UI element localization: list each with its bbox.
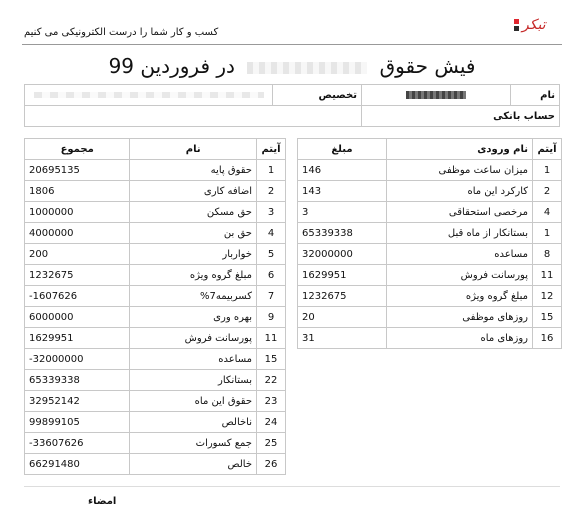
- table-cell-amount: 32000000: [298, 244, 387, 265]
- table-cell-idx: 11: [257, 328, 286, 349]
- redacted-value: [34, 92, 264, 98]
- table-cell-total: 200: [25, 244, 130, 265]
- table-row: [25, 160, 286, 181]
- specialty-label: تخصیص: [273, 85, 362, 106]
- table-row: [298, 160, 562, 181]
- table-cell-total: 99899105: [25, 412, 130, 433]
- table-cell-name: خواربار: [130, 244, 257, 265]
- table-cell-name: مبلغ گروه ویژه: [130, 265, 257, 286]
- column-header: آیتم: [533, 139, 562, 160]
- title-suffix: در فروردین 99: [108, 54, 235, 78]
- column-header: مبلغ: [298, 139, 387, 160]
- table-cell-name: بستانکار از ماه قبل: [386, 223, 532, 244]
- table-cell-amount: 31: [298, 328, 387, 349]
- table-row: [25, 244, 286, 265]
- table-cell-idx: 11: [533, 265, 562, 286]
- table-cell-idx: 16: [533, 328, 562, 349]
- table-cell-idx: 8: [533, 244, 562, 265]
- table-cell-total: -33607626: [25, 433, 130, 454]
- table-cell-total: 4000000: [25, 223, 130, 244]
- name-label: نام: [511, 85, 560, 106]
- table-cell-total: 1000000: [25, 202, 130, 223]
- table-row: [25, 412, 286, 433]
- table-row: [25, 349, 286, 370]
- table-cell-idx: 1: [533, 223, 562, 244]
- table-cell-name: مبلغ گروه ویژه: [386, 286, 532, 307]
- brand-icon: [514, 19, 519, 24]
- table-cell-name: اضافه کاری: [130, 181, 257, 202]
- brand-icon-dark-square: [514, 26, 519, 31]
- inputs-table: [297, 138, 562, 349]
- signature-label: امضاء: [88, 496, 117, 507]
- table-row: [25, 454, 286, 475]
- table-cell-idx: 15: [533, 307, 562, 328]
- footer-divider: [24, 486, 560, 487]
- table-cell-name: ناخالص: [130, 412, 257, 433]
- table-row: [25, 265, 286, 286]
- table-cell-total: 65339338: [25, 370, 130, 391]
- table-row: [298, 181, 562, 202]
- column-header: نام ورودی: [386, 139, 532, 160]
- table-cell-name: کارکرد این ماه: [386, 181, 532, 202]
- table-cell-idx: 25: [257, 433, 286, 454]
- table-cell-name: روزهای موظفی: [386, 307, 532, 328]
- brand-logo-text: تبکر: [522, 17, 546, 33]
- column-header: مجموع: [25, 139, 130, 160]
- table-cell-idx: 12: [533, 286, 562, 307]
- table-cell-name: مساعده: [130, 349, 257, 370]
- table-cell-idx: 4: [257, 223, 286, 244]
- table-row: [25, 433, 286, 454]
- table-cell-idx: 15: [257, 349, 286, 370]
- table-cell-amount: 146: [298, 160, 387, 181]
- table-cell-amount: 65339338: [298, 223, 387, 244]
- table-cell-name: کسربیمه7%: [130, 286, 257, 307]
- table-row: [25, 328, 286, 349]
- table-row: [298, 286, 562, 307]
- table-cell-idx: 23: [257, 391, 286, 412]
- table-cell-total: 1806: [25, 181, 130, 202]
- table-cell-idx: 1: [257, 160, 286, 181]
- table-cell-idx: 7: [257, 286, 286, 307]
- table-cell-name: مرخصی استحقاقی: [386, 202, 532, 223]
- bank-account-label: حساب بانکی: [362, 106, 560, 127]
- table-cell-idx: 2: [533, 181, 562, 202]
- table-cell-amount: 20: [298, 307, 387, 328]
- table-row: [298, 307, 562, 328]
- table-cell-total: -32000000: [25, 349, 130, 370]
- specialty-value: [25, 85, 273, 106]
- table-cell-amount: 3: [298, 202, 387, 223]
- table-cell-idx: 6: [257, 265, 286, 286]
- table-row: [25, 202, 286, 223]
- table-cell-name: بستانکار: [130, 370, 257, 391]
- table-cell-name: روزهای ماه: [386, 328, 532, 349]
- table-row: [298, 202, 562, 223]
- table-cell-amount: 1232675: [298, 286, 387, 307]
- table-cell-name: حقوق پایه: [130, 160, 257, 181]
- table-cell-name: بهره وری: [130, 307, 257, 328]
- table-cell-idx: 5: [257, 244, 286, 265]
- table-cell-total: 32952142: [25, 391, 130, 412]
- table-cell-name: پورسانت فروش: [130, 328, 257, 349]
- tagline: کسب و کار شما را درست الکترونیکی می کنیم: [24, 27, 219, 38]
- table-cell-name: خالص: [130, 454, 257, 475]
- table-row: [25, 223, 286, 244]
- table-cell-total: 66291480: [25, 454, 130, 475]
- table-cell-name: جمع کسورات: [130, 433, 257, 454]
- table-cell-idx: 3: [257, 202, 286, 223]
- table-cell-name: حق بن: [130, 223, 257, 244]
- table-cell-name: پورسانت فروش: [386, 265, 532, 286]
- employee-info-table: [24, 84, 560, 127]
- table-row: [25, 391, 286, 412]
- table-cell-total: 6000000: [25, 307, 130, 328]
- table-cell-idx: 9: [257, 307, 286, 328]
- table-cell-idx: 26: [257, 454, 286, 475]
- table-cell-idx: 24: [257, 412, 286, 433]
- bank-account-value: [25, 106, 362, 127]
- table-cell-idx: 22: [257, 370, 286, 391]
- table-row: [25, 181, 286, 202]
- page-header: [22, 14, 562, 45]
- table-cell-total: 20695135: [25, 160, 130, 181]
- payslip-table: [24, 138, 286, 475]
- table-cell-idx: 1: [533, 160, 562, 181]
- table-cell-total: 1629951: [25, 328, 130, 349]
- table-row: [25, 286, 286, 307]
- table-cell-name: مساعده: [386, 244, 532, 265]
- table-cell-idx: 4: [533, 202, 562, 223]
- table-row: [298, 265, 562, 286]
- table-cell-amount: 143: [298, 181, 387, 202]
- table-row: [25, 370, 286, 391]
- table-cell-name: حقوق این ماه: [130, 391, 257, 412]
- table-cell-name: حق مسکن: [130, 202, 257, 223]
- name-value: [362, 85, 511, 106]
- brand-logo[interactable]: [514, 16, 560, 38]
- table-cell-amount: 1629951: [298, 265, 387, 286]
- table-row: [25, 307, 286, 328]
- page-title: [22, 54, 562, 78]
- table-row: [298, 328, 562, 349]
- table-row: [298, 244, 562, 265]
- redacted-name: [247, 62, 367, 74]
- title-prefix: فیش حقوق: [379, 54, 476, 78]
- table-row: [298, 223, 562, 244]
- redacted-value: [406, 91, 466, 99]
- table-cell-idx: 2: [257, 181, 286, 202]
- column-header: آیتم: [257, 139, 286, 160]
- table-cell-total: -1607626: [25, 286, 130, 307]
- table-cell-name: میزان ساعت موظفی: [386, 160, 532, 181]
- column-header: نام: [130, 139, 257, 160]
- table-cell-total: 1232675: [25, 265, 130, 286]
